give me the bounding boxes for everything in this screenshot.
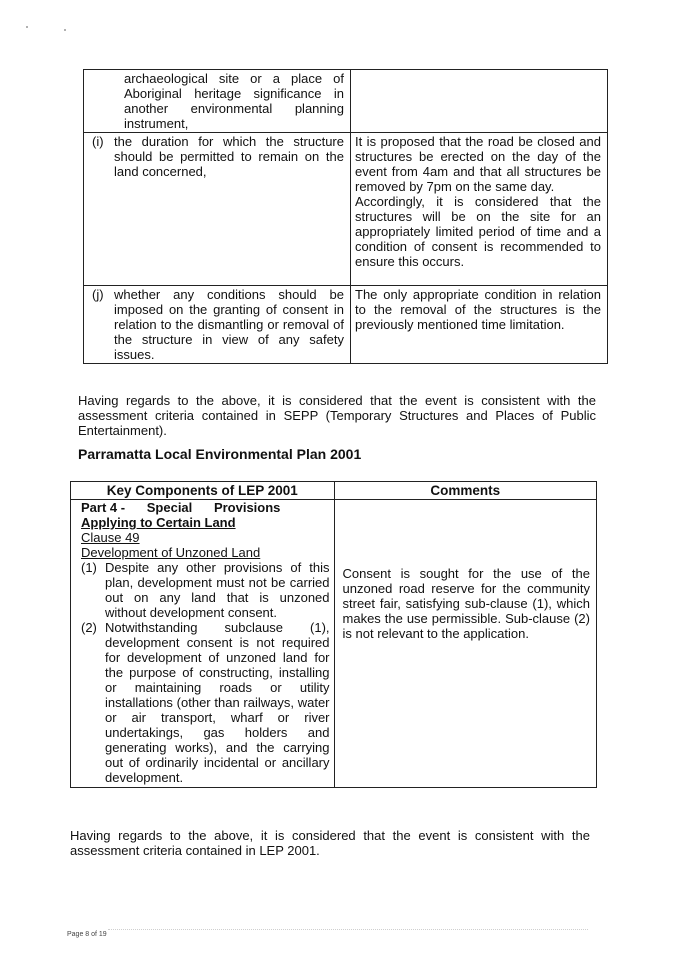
part-subheading: Applying to Certain Land [81,515,236,530]
criterion-cell [84,70,351,133]
lep-components-table [70,481,597,788]
scan-speck [64,29,66,31]
comment-cell [351,70,608,133]
subclause-text: Despite any other provisions of this plan, development must not be carried out on any land that is unzoned without development consent. [105,560,330,620]
lep-comment-cell [334,500,596,788]
table-row [84,133,608,286]
lep-clause-cell [71,500,335,788]
criterion-number: (i) [92,134,104,149]
criterion-cell [84,133,351,286]
table-row [84,286,608,364]
section-heading: Parramatta Local Environmental Plan 2001 [78,446,362,462]
clause-title: Development of Unzoned Land [81,545,261,560]
comment-text: Consent is sought for the use of the unzoned road reserve for the community street fair, satisfying sub-clause (1), which makes the use permissible. Sub-clause (2) is not relevant to the application. [342,566,590,641]
subclause-number: (1) [81,560,97,575]
comment-text: The only appropriate condition in relation to the removal of the structures is the previously mentioned time limitation. [355,287,601,332]
table-header-row [71,482,597,500]
part-heading: Part 4 - Special Provisions [81,500,281,515]
clause-number: Clause 49 [81,530,140,545]
column-header: Comments [334,482,596,500]
subclause [81,620,330,785]
conclusion-paragraph: Having regards to the above, it is considered that the event is consistent with the assessment criteria contained in SEPP (Temporary Structures and Places of Public Entertainment). [78,393,596,438]
criterion-cell [84,286,351,364]
page-number: Page 8 of 19 [67,931,107,938]
sepp-criteria-table [83,69,608,364]
subclause-text: Notwithstanding subclause (1), development consent is not required for development of unzoned land for the purpose of constructing, installing or maintaining roads or utility installations (other than railways, water or air transport, wharf or river undertakings, gas holders and generating works), and the carrying out of ordinarily incidental or ancillary development. [105,620,330,785]
table-row [71,500,597,788]
scan-speck [26,26,28,28]
subclause [81,560,330,620]
criterion-text: archaeological site or a place of Aboriginal heritage significance in another environmental planning instrument, [124,71,344,131]
subclause-number: (2) [81,620,97,635]
comment-text: Accordingly, it is considered that the structures will be on the site for an appropriately limited period of time and a condition of consent is recommended to ensure this occurs. [355,194,601,269]
conclusion-paragraph: Having regards to the above, it is considered that the event is consistent with the assessment criteria contained in LEP 2001. [70,828,590,858]
footer-rule [108,929,588,930]
criterion-number: (j) [92,287,104,302]
comment-cell [351,286,608,364]
criterion-text: whether any conditions should be imposed on the granting of consent in relation to the dismantling or removal of the structure in view of any safety issues. [114,287,344,362]
column-header: Key Components of LEP 2001 [71,482,335,500]
comment-text: It is proposed that the road be closed and structures be erected on the day of the event from 4am and that all structures be removed by 7pm on the same day. [355,134,601,194]
table-row [84,70,608,133]
comment-cell [351,133,608,286]
criterion-text: the duration for which the structure should be permitted to remain on the land concerned, [114,134,344,179]
